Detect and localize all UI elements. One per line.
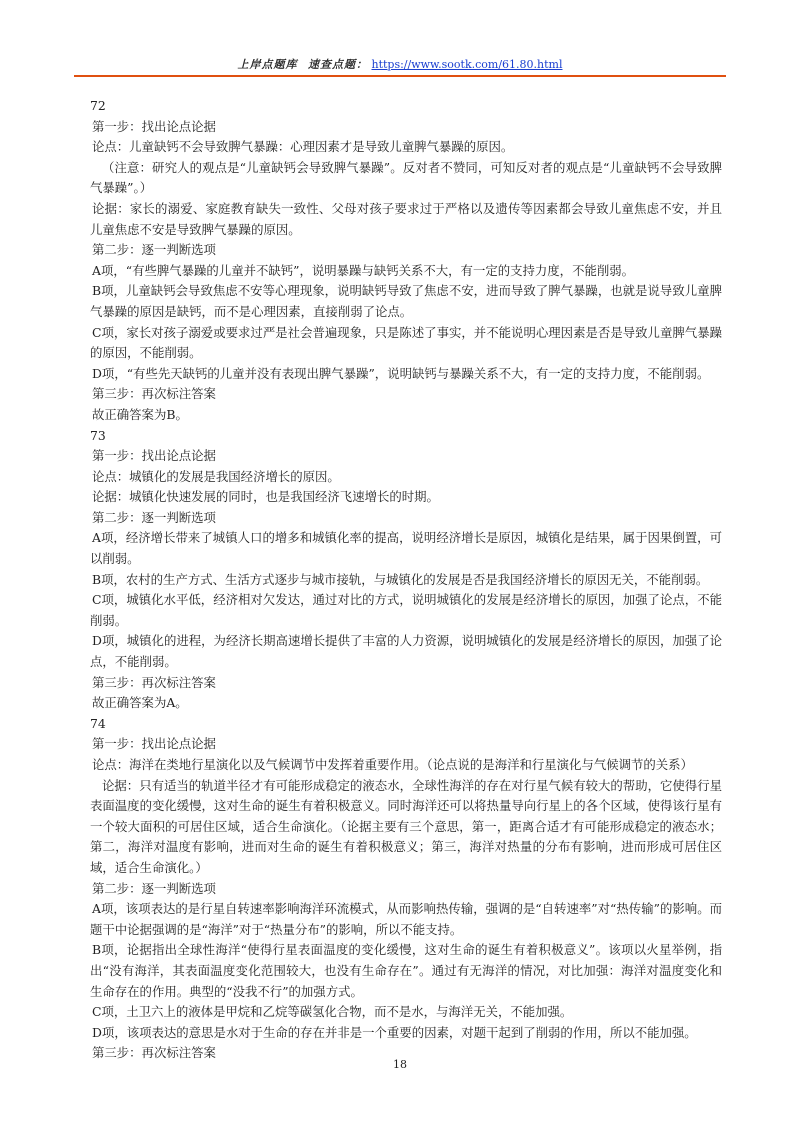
paragraph: C项，家长对孩子溺爱或要求过严是社会普遍现象，只是陈述了事实，并不能说明心理因素是否是导致儿童脾气暴躁的原因，不能削弱。 <box>90 324 722 361</box>
header-rule <box>74 75 726 77</box>
paragraph: （注意：研究人的观点是“儿童缺钙会导致脾气暴躁”。反对者不赞同，可知反对者的观点是“儿童缺钙不会导致脾气暴躁”。） <box>90 159 722 196</box>
paragraph: C项，土卫六上的液体是甲烷和乙烷等碳氢化合物，而不是水，与海洋无关，不能加强。 <box>92 1004 573 1020</box>
paragraph: D项，“有些先天缺钙的儿童并没有表现出脾气暴躁”，说明缺钙与暴躁关系不大，有一定的支持力度，不能削弱。 <box>92 365 710 381</box>
paragraph: 论点：儿童缺钙不会导致脾气暴躁：心理因素才是导致儿童脾气暴躁的原因。 <box>92 139 514 155</box>
paragraph: 第一步：找出论点论据 <box>92 118 216 134</box>
paragraph: 第三步：再次标注答案 <box>92 674 216 690</box>
page-body <box>90 96 722 1064</box>
paragraph: 第一步：找出论点论据 <box>92 448 216 464</box>
paragraph: 故正确答案为A。 <box>92 695 188 711</box>
paragraph: 第二步：逐一判断选项 <box>92 880 216 896</box>
paragraph: A项，经济增长带来了城镇人口的增多和城镇化率的提高，说明经济增长是原因，城镇化是结果，属于因果倒置，可以削弱。 <box>90 530 722 567</box>
paragraph: 论据：家长的溺爱、家庭教育缺失一致性、父母对孩子要求过于严格以及遗传等因素都会导致儿童焦虑不安，并且儿童焦虑不安是导致脾气暴躁的原因。 <box>90 200 722 237</box>
page-header <box>0 56 800 72</box>
header-label: 速查点题： <box>307 58 368 71</box>
paragraph: 论据：只有适当的轨道半径才有可能形成稳定的液态水，全球性海洋的存在对行星气候有较大的帮助，它使得行星表面温度的变化缓慢，这对生命的诞生有着积极意义。同时海洋还可以将热量导向行星上的各个区域，使得该行星有一个较大面积的可居住区域，适合生命演化。（论据主要有三个意思，第一，距离合适才有可能形成稳定的液态水；第二，海洋对温度有影响，进而对生命的诞生有着积极意义；第三，海洋对热量的分布有影响，进而形成可居住区域，适合生命演化。） <box>90 777 722 875</box>
question-number: 74 <box>90 715 106 731</box>
paragraph: D项，该项表达的意思是水对于生命的存在并非是一个重要的因素，对题干起到了削弱的作用，所以不能加强。 <box>92 1024 697 1040</box>
paragraph: 论据：城镇化快速发展的同时，也是我国经济飞速增长的时期。 <box>92 489 439 505</box>
paragraph: 第二步：逐一判断选项 <box>92 242 216 258</box>
paragraph: 论点：海洋在类地行星演化以及气候调节中发挥着重要作用。（论点说的是海洋和行星演化与气候调节的关系） <box>92 757 693 772</box>
paragraph: B项，论据指出全球性海洋“使得行星表面温度的变化缓慢，这对生命的诞生有着积极意义”。该项以火星举例，指出“没有海洋，其表面温度变化范围较大，也没有生命存在”。通过有无海洋的情况，对比加强：海洋对温度变化和生命存在的作用。典型的“没我不行”的加强方式。 <box>90 942 722 999</box>
question-number: 72 <box>90 98 106 113</box>
page-number: 18 <box>393 1058 407 1071</box>
paragraph: 第三步：再次标注答案 <box>92 386 216 402</box>
paragraph: A项，该项表达的是行星自转速率影响海洋环流模式，从而影响热传输，强调的是“自转速率”对“热传输”的影响。而题干中论据强调的是“海洋”对于“热量分布”的影响，所以不能支持。 <box>90 901 722 937</box>
paragraph: B项，儿童缺钙会导致焦虑不安等心理现象，说明缺钙导致了焦虑不安，进而导致了脾气暴躁，也就是说导致儿童脾气暴躁的原因是缺钙，而不是心理因素，直接削弱了论点。 <box>90 283 722 319</box>
paragraph: A项，“有些脾气暴躁的儿童并不缺钙”，说明暴躁与缺钙关系不大，有一定的支持力度，不能削弱。 <box>92 262 635 278</box>
paragraph: 第二步：逐一判断选项 <box>92 509 216 525</box>
header-brand: 上岸点题库 <box>237 58 298 71</box>
paragraph: B项，农村的生产方式、生活方式逐步与城市接轨，与城镇化的发展是否是我国经济增长的原因无关，不能削弱。 <box>92 571 709 587</box>
paragraph: 故正确答案为B。 <box>92 406 188 422</box>
paragraph: 论点：城镇化的发展是我国经济增长的原因。 <box>92 468 340 484</box>
paragraph: 第三步：再次标注答案 <box>92 1045 216 1061</box>
paragraph: C项，城镇化水平低，经济相对欠发达，通过对比的方式，说明城镇化的发展是经济增长的原因，加强了论点，不能削弱。 <box>90 592 722 628</box>
header-link[interactable]: https://www.sootk.com/61.80.html <box>371 58 563 71</box>
paragraph: 第一步：找出论点论据 <box>92 736 216 752</box>
paragraph: D项，城镇化的进程，为经济长期高速增长提供了丰富的人力资源，说明城镇化的发展是经济增长的原因，加强了论点，不能削弱。 <box>90 633 722 670</box>
question-number: 73 <box>90 427 106 443</box>
